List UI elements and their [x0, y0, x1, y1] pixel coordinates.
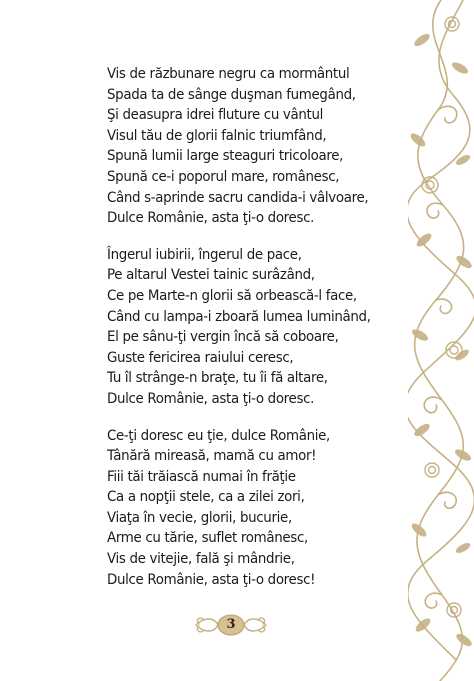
poem-line: Tânără mireasă, mamă cu amor! — [107, 448, 317, 465]
poem-line: Ca a nopţii stele, ca a zilei zori, — [107, 489, 305, 506]
poem-line: Şi deasupra idrei fluture cu vântul — [107, 107, 324, 124]
poem-line: Guste fericirea raiului ceresc, — [107, 349, 294, 366]
page-number: 3 — [226, 617, 236, 632]
poem-line: Viaţa în vecie, glorii, bucurie, — [107, 509, 292, 526]
poem-line: Vis de răzbunare negru ca mormântul — [107, 66, 350, 82]
poem-line: Spada ta de sânge duşman fumegând, — [107, 86, 356, 103]
poem-line: Dulce Românie, asta ţi-o doresc! — [107, 571, 316, 588]
poem-line: Tu îl strânge-n braţe, tu îi fă altare, — [107, 370, 328, 387]
poem-line: Ce-ţi doresc eu ţie, dulce Românie, — [107, 427, 330, 444]
poem-line: Visul tău de glorii falnic triumfând, — [107, 127, 327, 144]
poem-line: Fiii tăi trăiască numai în frăţie — [107, 468, 296, 485]
poem-line: Când cu lampa-i zboară lumea luminând, — [107, 308, 371, 325]
stanza-3 — [107, 426, 407, 591]
poem-line: Dulce Românie, asta ţi-o doresc. — [107, 210, 315, 227]
poem-line: El pe sânu-ţi vergin încă să coboare, — [107, 329, 339, 346]
floral-border-ornament — [408, 0, 474, 681]
poem-line: Dulce Românie, asta ţi-o doresc. — [107, 390, 315, 407]
poem-line: Ce pe Marte-n glorii să orbească-l face, — [107, 287, 357, 304]
poem-line: Pe altarul Vestei tainic surâzând, — [107, 267, 315, 284]
poem-line: Vis de vitejie, fală şi mândrie, — [107, 551, 295, 568]
stanza-1 — [107, 64, 407, 229]
poem-line: Îngerul iubirii, îngerul de pace, — [107, 246, 302, 263]
poem-line: Spună ce-i poporul mare, românesc, — [107, 168, 340, 185]
poem-line: Spună lumii large steaguri tricoloare, — [107, 148, 344, 165]
poem — [107, 64, 407, 606]
poem-line: Arme cu tărie, suflet românesc, — [107, 530, 308, 547]
stanza-2 — [107, 245, 407, 410]
poem-line: Când s-aprinde sacru candida-i vâlvoare, — [107, 189, 369, 206]
